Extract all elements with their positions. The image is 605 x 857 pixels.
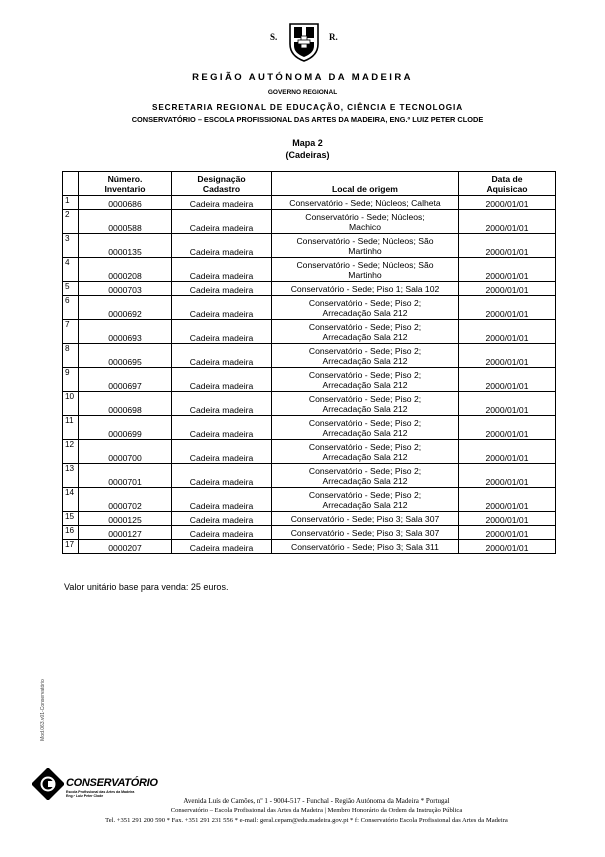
inventory-number: 0000693 <box>79 320 172 344</box>
origin-location <box>272 234 459 258</box>
origin-location <box>272 344 459 368</box>
origin-line: Arrecadação Sala 212 <box>322 499 408 510</box>
table-row <box>63 210 556 234</box>
origin-line: Conservatório - Sede; Núcleos; São <box>296 259 434 270</box>
table-row <box>63 320 556 344</box>
table-row <box>63 440 556 464</box>
acquisition-date: 2000/01/01 <box>459 540 556 554</box>
origin-location <box>272 196 459 210</box>
acquisition-date: 2000/01/01 <box>459 416 556 440</box>
designation: Cadeira madeira <box>172 526 272 540</box>
inventory-number: 0000686 <box>79 196 172 210</box>
origin-location <box>272 512 459 526</box>
row-index: 9 <box>63 368 79 392</box>
row-index: 7 <box>63 320 79 344</box>
origin-line: Conservatório - Sede; Núcleos; São <box>296 235 434 246</box>
government-heading: GOVERNO REGIONAL <box>267 89 338 96</box>
map-subtitle: (Cadeiras) <box>285 150 330 160</box>
table-row <box>63 282 556 296</box>
acquisition-date: 2000/01/01 <box>459 526 556 540</box>
row-index: 10 <box>63 392 79 416</box>
origin-line: Conservatório - Sede; Piso 3; Sala 307 <box>290 513 440 524</box>
table-row <box>63 392 556 416</box>
inventory-number: 0000700 <box>79 440 172 464</box>
row-index: 15 <box>63 512 79 526</box>
logo-subtitle: Escola Profissional das Artes da Madeira Eng.º Luiz Peter Clode <box>66 790 135 798</box>
origin-line: Conservatório - Sede; Piso 2; <box>308 321 422 332</box>
row-index: 16 <box>63 526 79 540</box>
row-index: 17 <box>63 540 79 554</box>
designation: Cadeira madeira <box>172 282 272 296</box>
table-row <box>63 296 556 320</box>
base-price-note: Valor unitário base para venda: 25 euros. <box>64 582 229 592</box>
inventory-number: 0000135 <box>79 234 172 258</box>
designation: Cadeira madeira <box>172 488 272 512</box>
crest-letter-right: R. <box>329 32 338 42</box>
table-header-row <box>63 172 556 196</box>
origin-line: Martinho <box>348 269 382 280</box>
inventory-number: 0000208 <box>79 258 172 282</box>
map-title: Mapa 2 <box>292 138 323 148</box>
origin-line: Arrecadação Sala 212 <box>322 307 408 318</box>
row-index: 8 <box>63 344 79 368</box>
origin-line: Arrecadação Sala 212 <box>322 451 408 462</box>
origin-line: Conservatório - Sede; Piso 2; <box>308 417 422 428</box>
table-row <box>63 258 556 282</box>
designation: Cadeira madeira <box>172 464 272 488</box>
inventory-number: 0000127 <box>79 526 172 540</box>
origin-location <box>272 258 459 282</box>
row-index: 11 <box>63 416 79 440</box>
col-origin-header: Local de origem <box>272 172 459 196</box>
acquisition-date: 2000/01/01 <box>459 320 556 344</box>
footer-address: Avenida Luís de Camões, nº 1 - 9004-517 - Funchal - Região Autónoma da Madeira * Portugal <box>183 797 450 805</box>
table-row <box>63 344 556 368</box>
row-index: 14 <box>63 488 79 512</box>
conservatorio-logo-icon <box>32 768 64 800</box>
origin-location <box>272 464 459 488</box>
origin-location <box>272 416 459 440</box>
inventory-number: 0000697 <box>79 368 172 392</box>
secretariat-heading: SECRETARIA REGIONAL DE EDUCAÇÃO, CIÊNCIA E TECNOLOGIA <box>151 103 464 112</box>
origin-location <box>272 540 459 554</box>
origin-line: Machico <box>349 221 381 232</box>
col-date-header: Data de Aquisicao <box>459 172 556 196</box>
crest-letter-left: S. <box>270 32 278 42</box>
origin-location <box>272 296 459 320</box>
acquisition-date: 2000/01/01 <box>459 344 556 368</box>
designation: Cadeira madeira <box>172 440 272 464</box>
table-row <box>63 368 556 392</box>
acquisition-date: 2000/01/01 <box>459 234 556 258</box>
col-index-header <box>63 172 79 196</box>
origin-location <box>272 210 459 234</box>
designation: Cadeira madeira <box>172 416 272 440</box>
origin-line: Conservatório - Sede; Núcleos; Calheta <box>289 197 441 208</box>
origin-location <box>272 440 459 464</box>
origin-line: Arrecadação Sala 212 <box>322 379 408 390</box>
origin-location <box>272 282 459 296</box>
inventory-number: 0000701 <box>79 464 172 488</box>
inventory-table <box>62 171 556 554</box>
table-row <box>63 196 556 210</box>
acquisition-date: 2000/01/01 <box>459 196 556 210</box>
inventory-number: 0000692 <box>79 296 172 320</box>
designation: Cadeira madeira <box>172 258 272 282</box>
inventory-number: 0000125 <box>79 512 172 526</box>
col-designation-header: Designação Cadastro <box>172 172 272 196</box>
regional-crest-icon <box>287 22 321 62</box>
footer-institution: Conservatório – Escola Profissional das Artes da Madeira | Membro Honorário da Ordem da Instrução Pública <box>170 807 463 814</box>
inventory-number: 0000702 <box>79 488 172 512</box>
origin-line: Conservatório - Sede; Piso 1; Sala 102 <box>290 283 440 294</box>
row-index: 13 <box>63 464 79 488</box>
origin-line: Conservatório - Sede; Piso 2; <box>308 465 422 476</box>
inventory-number: 0000698 <box>79 392 172 416</box>
designation: Cadeira madeira <box>172 512 272 526</box>
origin-line: Conservatório - Sede; Piso 3; Sala 307 <box>290 527 440 538</box>
row-index: 5 <box>63 282 79 296</box>
table-row <box>63 526 556 540</box>
acquisition-date: 2000/01/01 <box>459 282 556 296</box>
table-row <box>63 464 556 488</box>
designation: Cadeira madeira <box>172 320 272 344</box>
row-index: 12 <box>63 440 79 464</box>
row-index: 1 <box>63 196 79 210</box>
acquisition-date: 2000/01/01 <box>459 512 556 526</box>
table-row <box>63 234 556 258</box>
origin-line: Arrecadação Sala 212 <box>322 427 408 438</box>
acquisition-date: 2000/01/01 <box>459 488 556 512</box>
origin-location <box>272 526 459 540</box>
origin-line: Arrecadação Sala 212 <box>322 355 408 366</box>
origin-line: Conservatório - Sede; Piso 2; <box>308 369 422 380</box>
designation: Cadeira madeira <box>172 344 272 368</box>
table-row <box>63 512 556 526</box>
inventory-number: 0000695 <box>79 344 172 368</box>
table-row <box>63 416 556 440</box>
origin-line: Conservatório - Sede; Piso 2; <box>308 297 422 308</box>
origin-location <box>272 392 459 416</box>
acquisition-date: 2000/01/01 <box>459 210 556 234</box>
origin-location <box>272 320 459 344</box>
school-heading: CONSERVATÓRIO – ESCOLA PROFISSIONAL DAS ARTES DA MADEIRA, ENG.º LUIZ PETER CLODE <box>131 115 484 124</box>
region-heading: REGIÃO AUTÓNOMA DA MADEIRA <box>192 72 413 83</box>
inventory-number: 0000588 <box>79 210 172 234</box>
acquisition-date: 2000/01/01 <box>459 440 556 464</box>
origin-line: Conservatório - Sede; Piso 2; <box>308 345 422 356</box>
origin-line: Conservatório - Sede; Núcleos; <box>305 211 425 222</box>
col-inventory-header: Número. Inventario <box>79 172 172 196</box>
origin-line: Arrecadação Sala 212 <box>322 475 408 486</box>
inventory-number: 0000207 <box>79 540 172 554</box>
row-index: 6 <box>63 296 79 320</box>
logo-name: CONSERVATÓRIO <box>66 777 158 789</box>
table-row <box>63 540 556 554</box>
acquisition-date: 2000/01/01 <box>459 368 556 392</box>
footer-contacts: Tel. +351 291 200 590 * Fax. +351 291 231 556 * e-mail: geral.cepam@edu.madeira.gov.pt * f: Conservatório Escola Profissional das Artes da Madeira <box>105 817 508 824</box>
designation: Cadeira madeira <box>172 234 272 258</box>
designation: Cadeira madeira <box>172 368 272 392</box>
origin-line: Arrecadação Sala 212 <box>322 403 408 414</box>
acquisition-date: 2000/01/01 <box>459 296 556 320</box>
origin-line: Arrecadação Sala 212 <box>322 331 408 342</box>
designation: Cadeira madeira <box>172 210 272 234</box>
inventory-number: 0000699 <box>79 416 172 440</box>
acquisition-date: 2000/01/01 <box>459 258 556 282</box>
origin-line: Conservatório - Sede; Piso 2; <box>308 441 422 452</box>
designation: Cadeira madeira <box>172 540 272 554</box>
origin-line: Conservatório - Sede; Piso 3; Sala 311 <box>291 541 439 552</box>
designation: Cadeira madeira <box>172 196 272 210</box>
origin-line: Conservatório - Sede; Piso 2; <box>308 393 422 404</box>
origin-line: Conservatório - Sede; Piso 2; <box>308 489 422 500</box>
acquisition-date: 2000/01/01 <box>459 464 556 488</box>
row-index: 3 <box>63 234 79 258</box>
acquisition-date: 2000/01/01 <box>459 392 556 416</box>
row-index: 4 <box>63 258 79 282</box>
origin-line: Martinho <box>348 245 382 256</box>
row-index: 2 <box>63 210 79 234</box>
designation: Cadeira madeira <box>172 392 272 416</box>
origin-location <box>272 488 459 512</box>
document-code: Mod.063.v01-Conservatório <box>40 679 46 741</box>
origin-location <box>272 368 459 392</box>
table-row <box>63 488 556 512</box>
designation: Cadeira madeira <box>172 296 272 320</box>
inventory-number: 0000703 <box>79 282 172 296</box>
